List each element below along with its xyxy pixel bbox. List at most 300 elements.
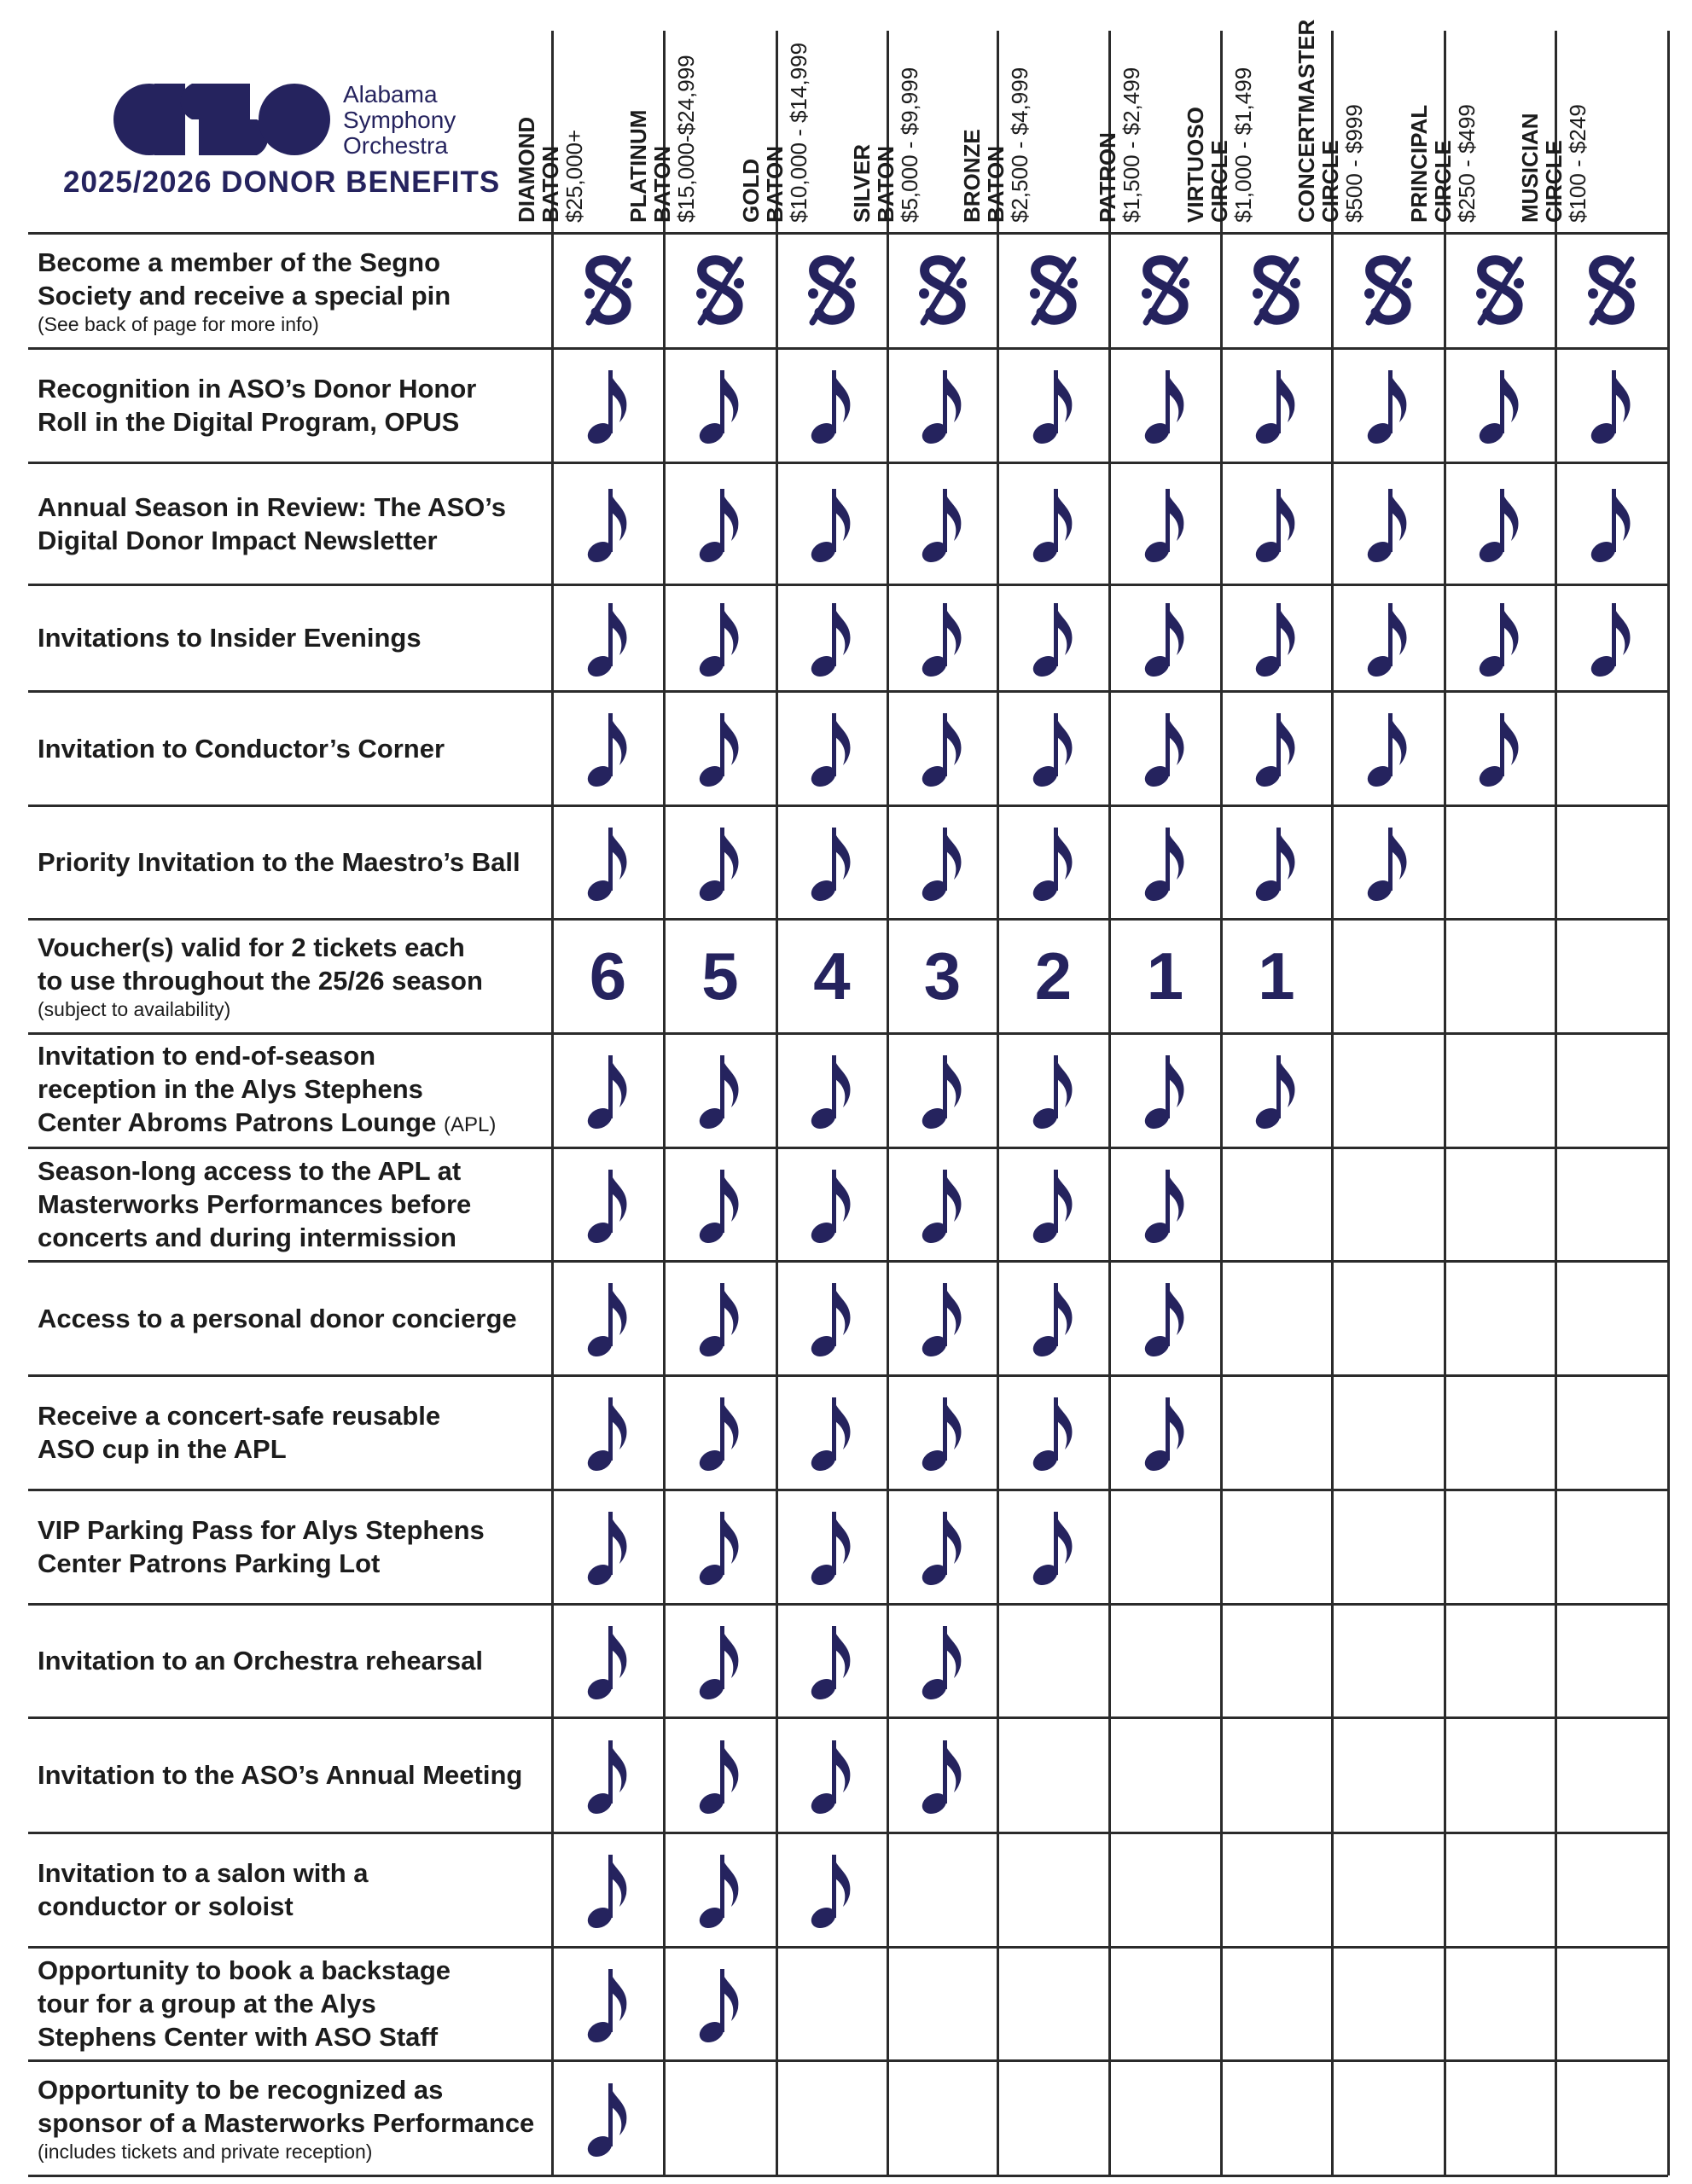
benefit-cell: [778, 586, 886, 689]
benefit-label-line: to use throughout the 25/26 season: [38, 966, 483, 996]
benefit-cell: [1223, 1035, 1330, 1146]
benefit-label-line: Digital Donor Impact Newsletter: [38, 525, 438, 555]
benefit-cell: [1557, 1606, 1666, 1716]
benefit-cell: [778, 1949, 886, 2059]
benefit-label-note: (subject to availability): [38, 998, 231, 1020]
benefit-label: [38, 586, 549, 689]
benefit-label-line: VIP Parking Pass for Alys Stephens: [38, 1515, 485, 1545]
benefit-cell: [778, 464, 886, 583]
benefit-cell: [778, 1377, 886, 1488]
eighth-note-icon: [1365, 598, 1411, 678]
benefit-label: [38, 1263, 549, 1374]
benefit-cell: [999, 1491, 1108, 1602]
eighth-note-icon: [1143, 822, 1189, 903]
benefit-cell: [889, 1035, 996, 1146]
benefit-cell: [1557, 235, 1666, 346]
voucher-count: 1: [1146, 938, 1184, 1014]
benefit-cell: [666, 464, 775, 583]
column-header-bronze: [959, 32, 1106, 223]
benefit-label-suffix: (APL): [443, 1113, 497, 1136]
benefit-cell: [1111, 1377, 1219, 1488]
benefit-cell: [1334, 1491, 1443, 1602]
benefit-cell: [1334, 1035, 1443, 1146]
benefit-label-line: Center Patrons Parking Lot: [38, 1548, 381, 1578]
benefit-label: [38, 1606, 549, 1716]
eighth-note-icon: [920, 1507, 966, 1587]
tier-price-range: $5,000 - $9,999: [897, 67, 922, 223]
column-header-text: [515, 22, 586, 223]
benefit-label: [38, 350, 549, 461]
benefit-label-line: conductor or soloist: [38, 1891, 294, 1921]
benefit-cell: [889, 693, 996, 804]
segno-icon: [915, 254, 971, 328]
eighth-note-icon: [1143, 708, 1189, 788]
benefit-label: [38, 807, 549, 917]
benefit-cell: [666, 807, 775, 917]
benefit-label-note: (See back of page for more info): [38, 312, 319, 335]
benefit-cell: [889, 1606, 996, 1716]
benefit-label: [38, 921, 549, 1031]
eighth-note-icon: [697, 1964, 743, 2044]
benefit-cell: [554, 2062, 662, 2174]
benefit-label-line: Access to a personal donor concierge: [38, 1303, 517, 1333]
benefit-cell: [554, 1834, 662, 1945]
row-divider: [28, 2175, 1668, 2177]
benefit-cell: [666, 1834, 775, 1945]
benefit-label-line: Invitations to Insider Evenings: [38, 623, 422, 653]
benefit-cell: [1111, 1149, 1219, 1259]
eighth-note-icon: [1365, 708, 1411, 788]
eighth-note-icon: [1589, 598, 1635, 678]
benefit-cell: [1446, 1263, 1554, 1374]
benefit-cell: [1223, 1719, 1330, 1831]
eighth-note-icon: [920, 484, 966, 564]
benefit-label: [38, 1719, 549, 1831]
benefit-cell: [1446, 1949, 1554, 2059]
eighth-note-icon: [1031, 1050, 1077, 1130]
benefit-cell: [778, 1149, 886, 1259]
benefit-cell: [1446, 1149, 1554, 1259]
benefit-label-line: Opportunity to book a backstage: [38, 1955, 451, 1985]
eighth-note-icon: [1143, 1392, 1189, 1472]
org-name-line2: Symphony: [343, 107, 456, 133]
eighth-note-icon: [697, 1735, 743, 1815]
benefit-cell: [778, 1035, 886, 1146]
eighth-note-icon: [697, 1278, 743, 1358]
eighth-note-icon: [697, 1621, 743, 1701]
eighth-note-icon: [585, 708, 631, 788]
benefit-cell: [554, 1719, 662, 1831]
benefit-cell: [1111, 1035, 1219, 1146]
eighth-note-icon: [1253, 598, 1300, 678]
column-header-text: [1518, 22, 1590, 223]
benefit-cell: [889, 2062, 996, 2174]
aso-logo: [113, 84, 331, 155]
benefit-cell: [889, 1949, 996, 2059]
eighth-note-icon: [1143, 365, 1189, 445]
benefit-cell: [889, 235, 996, 346]
tier-name-line1: VIRTUOSO: [1183, 107, 1208, 223]
benefit-cell: [1111, 1491, 1219, 1602]
column-header-text: [1407, 22, 1479, 223]
tier-name-line1: DIAMOND: [514, 116, 539, 223]
benefit-cell: [778, 2062, 886, 2174]
tier-price-range: $10,000 - $14,999: [786, 42, 811, 223]
tier-name-line2: BATON: [762, 145, 788, 223]
eighth-note-icon: [1143, 484, 1189, 564]
benefit-cell: [1557, 1949, 1666, 2059]
benefit-label: [38, 1949, 549, 2059]
benefit-label-line: Center Abroms Patrons Lounge (APL): [38, 1107, 497, 1137]
benefit-cell: [1446, 2062, 1554, 2174]
eighth-note-icon: [585, 365, 631, 445]
benefit-cell: [1334, 807, 1443, 917]
benefit-cell: [666, 586, 775, 689]
tier-price-range: $500 - $999: [1341, 104, 1367, 223]
eighth-note-icon: [809, 598, 855, 678]
benefit-label-line: Invitation to an Orchestra rehearsal: [38, 1646, 484, 1676]
eighth-note-icon: [697, 822, 743, 903]
segno-icon: [580, 254, 637, 328]
tier-name-line1: PLATINUM: [625, 109, 651, 223]
benefit-cell: [1557, 1263, 1666, 1374]
eighth-note-icon: [585, 1507, 631, 1587]
eighth-note-icon: [697, 1050, 743, 1130]
benefit-cell: [1223, 235, 1330, 346]
column-header-text: [1096, 22, 1143, 223]
tier-name-line2: BATON: [983, 145, 1009, 223]
eighth-note-icon: [809, 365, 855, 445]
benefit-cell: [1111, 1834, 1219, 1945]
benefit-label-line: Become a member of the Segno: [38, 247, 441, 277]
benefit-label-line: Invitation to end-of-season: [38, 1041, 376, 1071]
eighth-note-icon: [585, 1392, 631, 1472]
benefit-cell: [1223, 1263, 1330, 1374]
eighth-note-icon: [1253, 484, 1300, 564]
benefit-cell: [554, 1377, 662, 1488]
benefit-cell: [1111, 464, 1219, 583]
eighth-note-icon: [1031, 484, 1077, 564]
eighth-note-icon: [585, 1850, 631, 1930]
tier-name-line1: PATRON: [1095, 132, 1120, 223]
benefit-cell: [1334, 1149, 1443, 1259]
benefit-cell: [999, 2062, 1108, 2174]
eighth-note-icon: [585, 484, 631, 564]
benefit-cell: [1111, 1719, 1219, 1831]
segno-icon: [804, 254, 860, 328]
benefit-cell: [1223, 1491, 1330, 1602]
benefit-cell: [778, 1719, 886, 1831]
benefit-cell: [666, 350, 775, 461]
eighth-note-icon: [809, 484, 855, 564]
eighth-note-icon: [1253, 708, 1300, 788]
benefit-cell: [1111, 350, 1219, 461]
eighth-note-icon: [809, 1735, 855, 1815]
benefit-cell: [778, 1606, 886, 1716]
eighth-note-icon: [1143, 1050, 1189, 1130]
tier-name-line2: BATON: [873, 145, 898, 223]
benefit-cell: [666, 1949, 775, 2059]
benefit-cell: [1111, 807, 1219, 917]
eighth-note-icon: [697, 1507, 743, 1587]
benefit-cell: [1111, 235, 1219, 346]
benefit-cell: [999, 1263, 1108, 1374]
benefit-cell: [1446, 1606, 1554, 1716]
eighth-note-icon: [1031, 1507, 1077, 1587]
eighth-note-icon: [1031, 708, 1077, 788]
benefit-cell: [554, 464, 662, 583]
benefit-cell: [778, 1834, 886, 1945]
eighth-note-icon: [697, 365, 743, 445]
benefit-cell: [1334, 350, 1443, 461]
benefit-cell: [666, 235, 775, 346]
benefit-cell: [1223, 464, 1330, 583]
benefit-cell: [554, 1491, 662, 1602]
benefit-cell: [1334, 1834, 1443, 1945]
eighth-note-icon: [920, 1735, 966, 1815]
eighth-note-icon: [1031, 365, 1077, 445]
eighth-note-icon: [920, 1165, 966, 1245]
segno-icon: [1584, 254, 1640, 328]
benefit-cell: [889, 1263, 996, 1374]
tier-name-line2: CIRCLE: [1430, 140, 1456, 223]
eighth-note-icon: [697, 484, 743, 564]
benefit-cell: [1223, 1149, 1330, 1259]
tier-price-range: $250 - $499: [1454, 104, 1480, 223]
benefit-label-line: Annual Season in Review: The ASO’s: [38, 491, 506, 522]
eighth-note-icon: [697, 1165, 743, 1245]
tier-name-line1: GOLD: [738, 158, 764, 223]
tier-name-line2: CIRCLE: [1317, 140, 1343, 223]
benefit-label-line: sponsor of a Masterworks Performance: [38, 2107, 535, 2138]
benefit-label-line: Priority Invitation to the Maestro’s Ball: [38, 847, 520, 877]
eighth-note-icon: [1031, 822, 1077, 903]
benefit-cell: [666, 1719, 775, 1831]
eighth-note-icon: [920, 822, 966, 903]
eighth-note-icon: [585, 822, 631, 903]
eighth-note-icon: [1143, 598, 1189, 678]
benefit-cell: [1446, 921, 1554, 1031]
column-header-text: [960, 22, 1032, 223]
eighth-note-icon: [1031, 1392, 1077, 1472]
benefit-cell: [1334, 1719, 1443, 1831]
benefit-cell: [1223, 1377, 1330, 1488]
tier-name-line1: SILVER: [849, 144, 875, 223]
column-header-text: [850, 22, 922, 223]
benefit-cell: [778, 1491, 886, 1602]
eighth-note-icon: [809, 1392, 855, 1472]
benefit-cell: [778, 350, 886, 461]
benefit-cell: [1446, 350, 1554, 461]
benefit-cell: [1334, 1377, 1443, 1488]
benefit-label-line: Opportunity to be recognized as: [38, 2074, 444, 2105]
benefit-label: [38, 1491, 549, 1602]
benefit-cell: [999, 1377, 1108, 1488]
benefit-label: [38, 693, 549, 804]
tier-name-line2: BATON: [649, 145, 675, 223]
benefit-cell: [1223, 586, 1330, 689]
benefit-label-line: ASO cup in the APL: [38, 1434, 287, 1464]
benefit-cell: [1223, 921, 1330, 1031]
benefit-cell: [554, 807, 662, 917]
benefit-cell: [778, 693, 886, 804]
benefit-cell: [554, 1035, 662, 1146]
benefit-label: [38, 1834, 549, 1945]
eighth-note-icon: [585, 598, 631, 678]
segno-icon: [1248, 254, 1305, 328]
segno-icon: [1026, 254, 1082, 328]
benefit-cell: [1223, 2062, 1330, 2174]
tier-name-line1: CONCERTMASTER: [1294, 19, 1319, 223]
benefit-cell: [1111, 693, 1219, 804]
benefit-cell: [1334, 464, 1443, 583]
benefit-cell: [999, 1834, 1108, 1945]
benefit-cell: [889, 586, 996, 689]
benefit-label-line: tour for a group at the Alys: [38, 1989, 376, 2018]
tier-name-line1: BRONZE: [959, 129, 985, 223]
benefit-cell: [999, 693, 1108, 804]
eighth-note-icon: [1365, 484, 1411, 564]
benefit-cell: [1446, 1377, 1554, 1488]
tier-name-line1: PRINCIPAL: [1406, 104, 1432, 223]
benefit-cell: [1223, 1606, 1330, 1716]
org-name: [343, 82, 456, 159]
eighth-note-icon: [920, 598, 966, 678]
eighth-note-icon: [697, 1850, 743, 1930]
benefit-label: [38, 235, 549, 346]
benefit-cell: [778, 235, 886, 346]
benefit-cell: [666, 1263, 775, 1374]
benefit-cell: [1557, 1035, 1666, 1146]
benefit-cell: [1111, 1949, 1219, 2059]
benefit-cell: [999, 807, 1108, 917]
benefit-label-line: Recognition in ASO’s Donor Honor: [38, 374, 477, 404]
voucher-count: 4: [813, 938, 851, 1014]
benefit-cell: [554, 1606, 662, 1716]
benefit-label-line: Season-long access to the APL at: [38, 1156, 462, 1186]
benefit-cell: [999, 1949, 1108, 2059]
benefit-cell: [1223, 1834, 1330, 1945]
benefit-cell: [1446, 1491, 1554, 1602]
benefit-label-line: Voucher(s) valid for 2 tickets each: [38, 932, 465, 962]
benefit-cell: [1111, 1263, 1219, 1374]
benefit-cell: [1557, 1834, 1666, 1945]
eighth-note-icon: [697, 708, 743, 788]
benefit-cell: [666, 1377, 775, 1488]
benefit-label-line: Invitation to Conductor’s Corner: [38, 733, 445, 764]
eighth-note-icon: [809, 1278, 855, 1358]
page-title: 2025/2026 DONOR BENEFITS: [63, 166, 501, 199]
eighth-note-icon: [1365, 822, 1411, 903]
tier-price-range: $25,000+: [561, 129, 587, 223]
logo-o-circle: [259, 84, 330, 155]
eighth-note-icon: [697, 598, 743, 678]
eighth-note-icon: [585, 1735, 631, 1815]
benefit-cell: [666, 1149, 775, 1259]
tier-name-line1: MUSICIAN: [1517, 113, 1543, 223]
benefit-label-line: Invitation to the ASO’s Annual Meeting: [38, 1760, 523, 1790]
tier-price-range: $1,500 - $2,499: [1119, 67, 1144, 223]
eighth-note-icon: [1031, 598, 1077, 678]
eighth-note-icon: [1143, 1165, 1189, 1245]
benefit-cell: [889, 1719, 996, 1831]
benefit-cell: [778, 1263, 886, 1374]
benefit-cell: [1446, 807, 1554, 917]
segno-icon: [692, 254, 748, 328]
eighth-note-icon: [1477, 598, 1523, 678]
benefit-cell: [999, 350, 1108, 461]
tier-price-range: $15,000-$24,999: [673, 55, 699, 223]
benefit-cell: [889, 350, 996, 461]
org-name-line1: Alabama: [343, 81, 438, 107]
benefit-cell: [1334, 1949, 1443, 2059]
tier-price-range: $2,500 - $4,999: [1007, 67, 1032, 223]
benefit-cell: [999, 464, 1108, 583]
eighth-note-icon: [697, 1392, 743, 1472]
benefit-cell: [1557, 464, 1666, 583]
voucher-count: 5: [701, 938, 739, 1014]
eighth-note-icon: [1253, 822, 1300, 903]
benefit-cell: [999, 1719, 1108, 1831]
benefit-cell: [889, 1834, 996, 1945]
eighth-note-icon: [1365, 365, 1411, 445]
eighth-note-icon: [920, 1050, 966, 1130]
benefit-cell: [889, 1491, 996, 1602]
benefit-cell: [1334, 586, 1443, 689]
benefit-label: [38, 1149, 549, 1259]
eighth-note-icon: [585, 2078, 631, 2158]
tier-price-range: $1,000 - $1,499: [1230, 67, 1256, 223]
eighth-note-icon: [585, 1621, 631, 1701]
eighth-note-icon: [809, 1050, 855, 1130]
benefit-cell: [778, 921, 886, 1031]
benefit-cell: [554, 1263, 662, 1374]
benefit-cell: [999, 921, 1108, 1031]
column-header-text: [1183, 22, 1255, 223]
benefit-cell: [999, 1035, 1108, 1146]
logo-a-stem: [154, 84, 185, 155]
tier-name-line2: CIRCLE: [1206, 140, 1232, 223]
benefit-cell: [554, 350, 662, 461]
benefit-cell: [1446, 1719, 1554, 1831]
benefit-cell: [1334, 1263, 1443, 1374]
voucher-count: 6: [589, 938, 627, 1014]
benefit-cell: [999, 1606, 1108, 1716]
segno-icon: [1137, 254, 1194, 328]
eighth-note-icon: [1589, 365, 1635, 445]
benefit-cell: [1223, 1949, 1330, 2059]
eighth-note-icon: [585, 1278, 631, 1358]
benefit-cell: [1557, 2062, 1666, 2174]
eighth-note-icon: [585, 1050, 631, 1130]
eighth-note-icon: [1589, 484, 1635, 564]
benefit-cell: [1223, 350, 1330, 461]
column-header-text: [626, 22, 698, 223]
benefit-label-note: (includes tickets and private reception): [38, 2140, 373, 2163]
benefit-cell: [889, 464, 996, 583]
eighth-note-icon: [809, 1621, 855, 1701]
benefit-cell: [1446, 586, 1554, 689]
eighth-note-icon: [1477, 484, 1523, 564]
benefit-cell: [1446, 235, 1554, 346]
benefit-label-line: reception in the Alys Stephens: [38, 1074, 423, 1104]
benefit-cell: [1557, 586, 1666, 689]
benefit-cell: [778, 807, 886, 917]
benefit-label: [38, 1035, 549, 1146]
benefit-cell: [554, 1949, 662, 2059]
segno-icon: [1472, 254, 1528, 328]
eighth-note-icon: [809, 1850, 855, 1930]
